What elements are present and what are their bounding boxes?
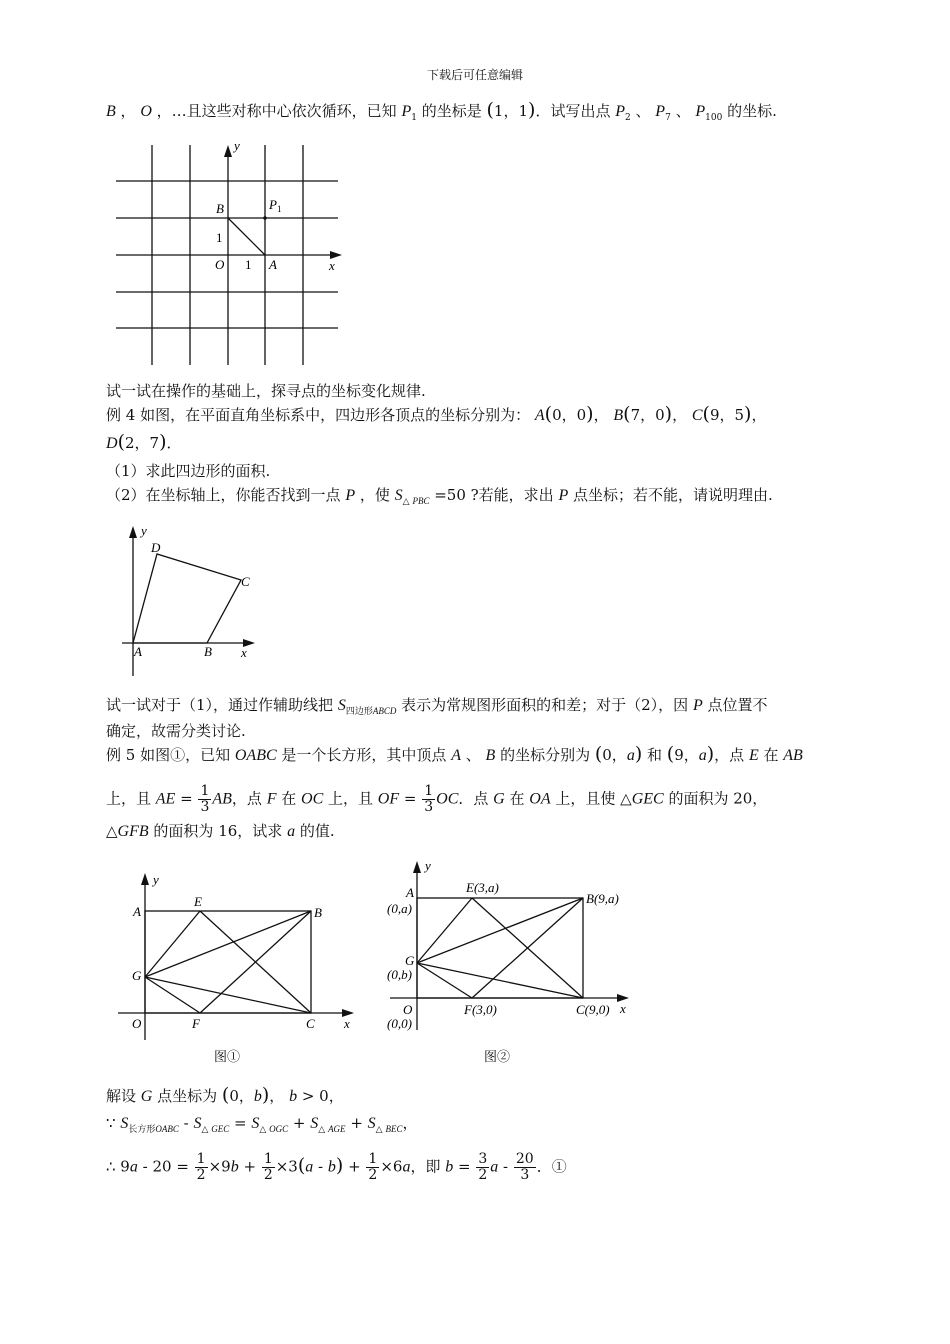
point-label-a: A — [269, 257, 277, 272]
x-axis-label: x — [344, 1016, 350, 1031]
x-axis-label: x — [620, 1001, 626, 1016]
y-axis-label: y — [234, 138, 240, 153]
point-label-b: B — [204, 644, 212, 659]
coord-label-o: (0,0) — [387, 1016, 412, 1031]
unit-label-vertical: 1 — [216, 230, 223, 245]
point-label-p1: $P_1$ — [269, 197, 282, 214]
problem-text-line: 确定，故需分类讨论. — [106, 722, 246, 740]
rectangle-figure-1 — [110, 865, 360, 1045]
problem-text-line: D(2，7)． — [106, 431, 182, 453]
point-label-c: C — [241, 574, 250, 589]
solution-text-line: ∴ 9a - 20 = $\frac{1}{2}$ ×9b + $\frac{1}{2}$ ×3(a - b) + $\frac{1}{2}$ ×6a，即 b = $\frac{3}{2}$ a - $\frac{20}{3}$ ．① — [106, 1151, 567, 1183]
problem-text-line: 例 4 如图，在平面直角坐标系中，四边形各顶点的坐标分别为： A(0，0)， B(7，0)， C(9，5)， — [106, 403, 767, 425]
point-label-g: G — [405, 953, 415, 968]
problem-text-line: 试一试在操作的基础上，探寻点的坐标变化规律. — [106, 382, 426, 400]
grid-figure — [100, 135, 350, 370]
problem-text-line: B ， O ，…且这些对称中心依次循环，已知 $P_1$ 的坐标是 (1，1)．试写出点 $P_2$ 、 $P_7$ 、 $P_{100}$ 的坐标. — [106, 99, 777, 123]
problem-text-line: △GFB 的面积为 16，试求 a 的值. — [106, 822, 335, 840]
origin-label: O — [403, 1002, 413, 1017]
point-label-c: C — [306, 1016, 315, 1031]
point-label-f: F(3,0) — [464, 1002, 497, 1017]
solution-text-line: 解设 G 点坐标为 (0，b)， b > 0， — [106, 1084, 344, 1106]
solution-text-line: ∵ $S_{长方形OABC} - S_{\triangle GEC} = S_{\triangle OGC} + S_{\triangle AGE} + S_{\triangle BEC}$， — [106, 1114, 418, 1135]
point-label-e: E(3,a) — [466, 880, 499, 895]
point-label-a: A — [406, 885, 414, 900]
point-label-e: E — [194, 894, 202, 909]
point-label-b: B — [216, 201, 224, 216]
point-label-a: A — [133, 904, 141, 919]
coord-label-a: (0,a) — [387, 901, 412, 916]
point-label-b: B(9,a) — [586, 891, 619, 906]
point-label-g: G — [132, 968, 142, 983]
origin-label: O — [215, 257, 225, 272]
problem-text-line: 上，且 AE = $\frac{1}{3}$ AB，点 F 在 OC 上，且 OF = $\frac{1}{3}$ OC．点 G 在 OA 上，且使 △GEC 的面积为 20， — [106, 783, 768, 815]
point-label-b: B — [314, 905, 322, 920]
y-axis-label: y — [141, 523, 147, 538]
problem-text-line: 试一试对于（1），通过作辅助线把 $S_{四边形ABCD}$ 表示为常规图形面积的和差；对于（2），因 P 点位置不 — [106, 696, 768, 717]
figure-caption-2: 图② — [484, 1050, 511, 1065]
unit-label-horizontal: 1 — [245, 257, 252, 272]
coord-label-g: (0,b) — [387, 967, 412, 982]
quadrilateral-figure — [110, 520, 270, 682]
point-label-f: F — [192, 1016, 200, 1031]
problem-text-line: （1）求此四边形的面积. — [106, 462, 271, 480]
point-label-d: D — [151, 540, 161, 555]
problem-text-line: （2）在坐标轴上，你能否找到一点 P ，使 $S_{\triangle PBC} =50$ ?若能，求出 P 点坐标；若不能，请说明理由. — [106, 486, 773, 507]
y-axis-label: y — [425, 858, 431, 873]
rectangle-figure-2 — [380, 855, 640, 1035]
problem-text-line: 例 5 如图①，已知 OABC 是一个长方形，其中顶点 A 、 B 的坐标分别为 (0，a) 和 (9，a)，点 E 在 AB — [106, 743, 803, 765]
page-header: 下载后可任意编辑 — [426, 68, 523, 82]
x-axis-label: x — [241, 645, 247, 660]
x-axis-label: x — [329, 258, 335, 273]
y-axis-label: y — [153, 872, 159, 887]
point-label-a: A — [134, 644, 142, 659]
point-label-c: C(9,0) — [576, 1002, 610, 1017]
origin-label: O — [132, 1016, 142, 1031]
figure-caption-1: 图① — [214, 1050, 241, 1065]
